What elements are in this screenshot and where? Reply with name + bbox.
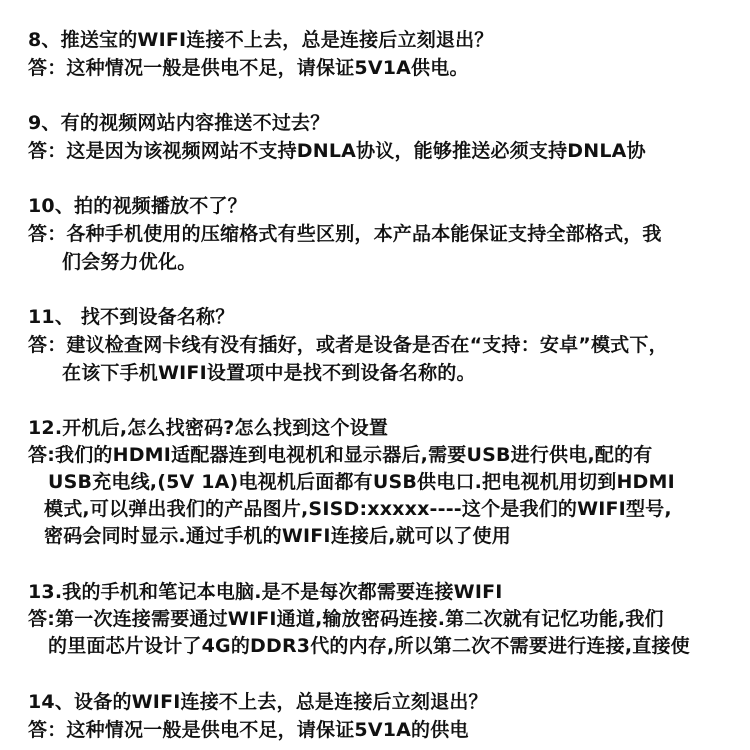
faq-question-10: 10、拍的视频播放不了？ bbox=[28, 195, 247, 217]
faq-answer-13-line-1: 答:第一次连接需要通过WIFI通道,输放密码连接.第二次就有记忆功能,我们 bbox=[28, 608, 664, 630]
faq-answer-9-line-1: 答：这是因为该视频网站不支持DNLA协议，能够推送必须支持DNLA协 bbox=[28, 140, 646, 162]
faq-question-9: 9、有的视频网站内容推送不过去？ bbox=[28, 112, 330, 134]
faq-answer-11-line-1: 答：建议检查网卡线有没有插好，或者是设备是否在“支持：安卓”模式下， bbox=[28, 334, 668, 356]
faq-answer-12-line-4: 密码会同时显示.通过手机的WIFI连接后,就可以了使用 bbox=[44, 525, 511, 547]
faq-question-14: 14、设备的WIFI连接不上去，总是连接后立刻退出？ bbox=[28, 691, 488, 713]
faq-question-13: 13.我的手机和笔记本电脑.是不是每次都需要连接WIFI bbox=[28, 581, 503, 603]
faq-answer-10-line-1: 答：各种手机使用的压缩格式有些区别，本产品本能保证支持全部格式，我 bbox=[28, 223, 662, 245]
faq-question-12: 12.开机后,怎么找密码?怎么找到这个设置 bbox=[28, 417, 389, 439]
faq-answer-10-line-2: 们会努力优化。 bbox=[62, 251, 197, 273]
faq-question-11: 11、 找不到设备名称？ bbox=[28, 306, 235, 328]
faq-answer-14-line-1: 答：这种情况一般是供电不足，请保证5V1A的供电 bbox=[28, 719, 469, 741]
faq-question-8: 8、推送宝的WIFI连接不上去，总是连接后立刻退出？ bbox=[28, 29, 494, 51]
faq-answer-13-line-2: 的里面芯片设计了4G的DDR3代的内存,所以第二次不需要进行连接,直接使 bbox=[48, 635, 690, 657]
faq-answer-8-line-1: 答：这种情况一般是供电不足，请保证5V1A供电。 bbox=[28, 57, 469, 79]
faq-answer-12-line-1: 答:我们的HDMI适配器连到电视机和显示器后,需要USB进行供电,配的有 bbox=[28, 444, 653, 466]
faq-answer-12-line-3: 模式,可以弹出我们的产品图片,SISD:xxxxx----这个是我们的WIFI型号, bbox=[44, 498, 672, 520]
faq-answer-11-line-2: 在该下手机WIFI设置项中是找不到设备名称的。 bbox=[62, 362, 476, 384]
faq-answer-12-line-2: USB充电线,(5V 1A)电视机后面都有USB供电口.把电视机用切到HDMI bbox=[48, 471, 675, 493]
